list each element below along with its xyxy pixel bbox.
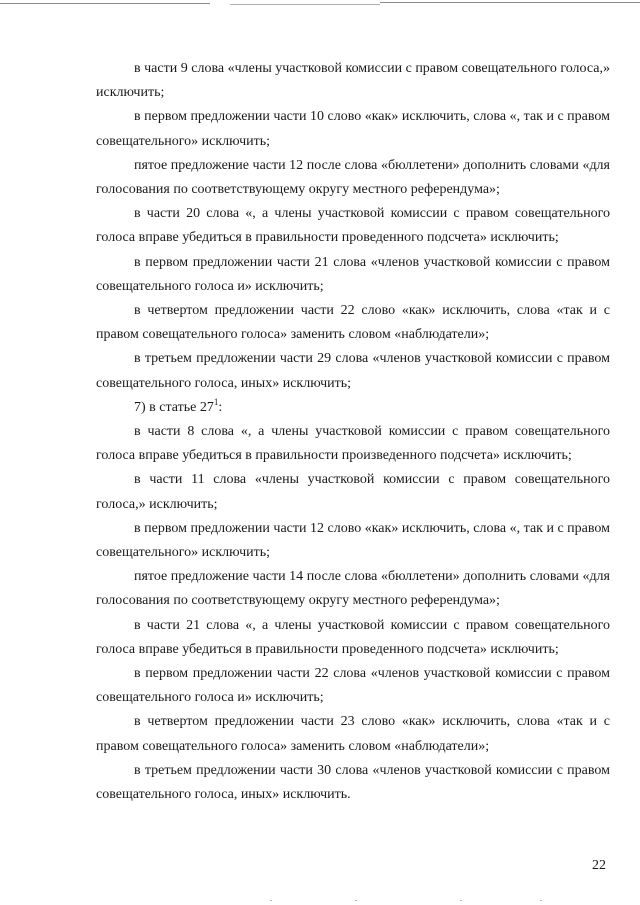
scan-speck [460,900,462,901]
scan-line [230,4,380,5]
scan-bottom-edge [0,897,640,905]
scan-line [0,3,210,4]
scan-top-edge [0,0,640,8]
paragraph: в четвертом предложении части 22 слово «как» исключить, слова «так и с правом совещательного голоса» заменить словом «наблюдатели»; [96,303,610,343]
paragraph: в первом предложении части 12 слово «как» исключить, слова «, так и с правом совещательного» исключить; [96,520,610,561]
article-item-superscript: 1 [213,396,219,407]
paragraph: в четвертом предложении части 23 слово «как» исключить, слова «так и с правом совещательного голоса» заменить словом «наблюдатели»; [96,714,610,754]
paragraph: в первом предложении части 10 слово «как» исключить, слова «, так и с правом совещательного» исключить; [96,109,610,149]
paragraph: в третьем предложении части 29 слова «членов участковой комиссии с правом совещательного голоса, иных» исключить; [96,351,610,391]
scan-speck [540,900,542,901]
scan-speck [270,900,272,901]
article-item [96,396,610,420]
paragraph: в части 9 слова «члены участковой комиссии с правом совещательного голоса,» исключить; [96,61,610,101]
paragraph: пятое предложение части 14 после слова «бюллетени» дополнить словами «для голосования по соответствующему округу местного референдума»; [96,569,610,609]
scan-line [380,2,640,3]
paragraph: в первом предложении части 21 слова «членов участковой комиссии с правом совещательного голоса и» исключить; [96,254,610,294]
article-item-prefix: 7) в статье 27 [134,399,214,415]
document-body [96,57,610,807]
article-item-suffix: : [218,399,223,415]
paragraph: в части 8 слова «, а члены участковой комиссии с правом совещательного голоса вправе убедиться в правильности произведенного подсчета» исключить; [96,424,610,464]
paragraph: в части 21 слова «, а члены участковой комиссии с правом совещательного голоса вправе убедиться в правильности проведенного подсчета» исключить; [96,617,610,657]
page-number: 22 [592,858,606,873]
paragraph: в третьем предложении части 30 слова «членов участковой комиссии с правом совещательного голоса, иных» исключить. [96,762,610,803]
paragraph: в части 11 слова «члены участковой комиссии с правом совещательного голоса,» исключить; [96,472,610,512]
paragraph: пятое предложение части 12 после слова «бюллетени» дополнить словами «для голосования по соответствующему округу местного референдума»; [96,157,610,198]
paragraph: в первом предложении части 22 слова «членов участковой комиссии с правом совещательного голоса и» исключить; [96,666,610,706]
paragraph: в части 20 слова «, а члены участковой комиссии с правом совещательного голоса вправе убедиться в правильности проведенного подсчета» исключить; [96,206,610,246]
scan-speck [355,900,357,901]
